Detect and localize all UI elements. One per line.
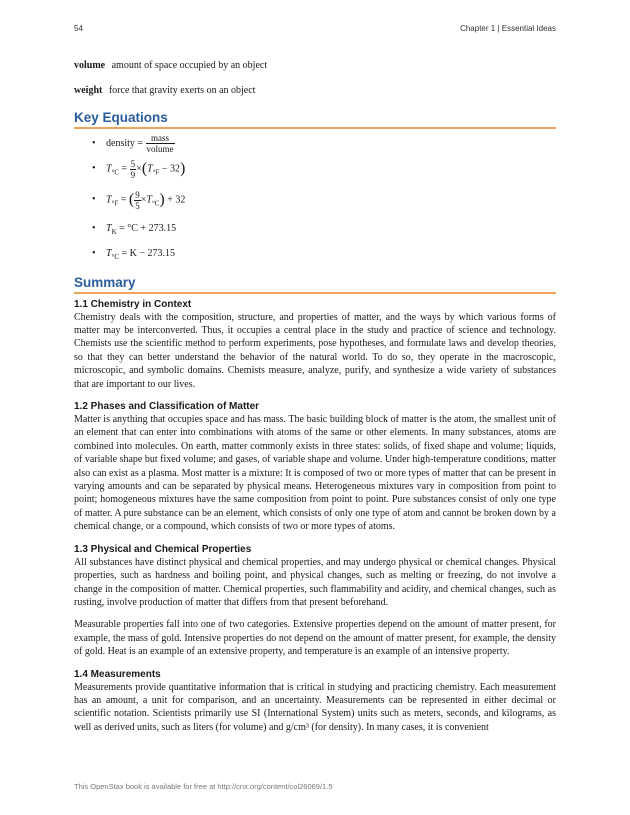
- section-heading: 1.4 Measurements: [74, 668, 161, 680]
- summary-section: [74, 298, 556, 391]
- equation-rest: − 32: [159, 163, 181, 175]
- summary-section: [74, 543, 556, 659]
- fraction-denominator: 9: [130, 169, 136, 180]
- equation-celsius-from-fahrenheit: [92, 155, 556, 186]
- key-equations-heading: Key Equations: [74, 109, 556, 129]
- open-paren: (: [141, 160, 148, 177]
- equals: =: [118, 194, 129, 206]
- section-heading: 1.2 Phases and Classification of Matter: [74, 401, 260, 413]
- fraction: [146, 133, 175, 154]
- section-paragraph: All substances have distinct physical and chemical properties, and may undergo physical or chemical changes. Physical properties, such as hardness and boiling point, and physical changes, such as melting or freezing, do not involve a change in the composition of matter. Chemical properties, such flammability and acidity, and chemical changes, such as rusting, involve production of matter that differs from that present beforehand.: [74, 556, 556, 608]
- open-paren: (: [128, 191, 135, 209]
- equation-rest: = °C + 273.15: [116, 222, 177, 234]
- subscript: °F: [152, 168, 160, 177]
- subscript: °C: [111, 252, 120, 261]
- glossary-definition: amount of space occupied by an object: [111, 60, 268, 71]
- summary-section: [74, 668, 556, 735]
- fraction-denominator: volume: [146, 144, 174, 155]
- glossary-term: volume: [74, 60, 106, 71]
- fraction-denominator: 5: [135, 200, 140, 211]
- symbol-t: T: [146, 194, 152, 206]
- equation-list: [74, 133, 556, 268]
- equation-rest: + 32: [164, 194, 186, 206]
- symbol-t: T: [147, 163, 153, 175]
- symbol-t: T: [106, 194, 112, 206]
- glossary-entry-weight: [74, 84, 556, 97]
- subscript: K: [111, 227, 117, 236]
- section-paragraph: Measurements provide quantitative information that is critical in studying and practicing chemistry. Each measurement has an amount, a unit for comparison, and an uncertainty. Measurements can be represented in either decimal or scientific notation. Scientists primarily use SI (International System) units such as meters, seconds, and kilograms, as well as derived units, such as liters (for volume) and g/cm³ (for density). In many cases, it is convenient: [74, 681, 556, 733]
- subscript: °F: [111, 199, 119, 208]
- equation-celsius-from-kelvin: [92, 243, 556, 268]
- summary-heading: Summary: [74, 274, 556, 294]
- symbol-t: T: [106, 247, 112, 259]
- glossary-definition: force that gravity exerts on an object: [108, 85, 256, 96]
- section-heading: 1.1 Chemistry in Context: [74, 298, 192, 310]
- symbol-t: T: [106, 222, 112, 234]
- fraction-numerator: 5: [130, 158, 136, 169]
- equals: =: [119, 163, 130, 175]
- subscript: °C: [151, 199, 160, 208]
- times-sign: ×: [140, 194, 147, 206]
- subscript: °C: [111, 168, 120, 177]
- section-paragraph: Matter is anything that occupies space and has mass. The basic building block of matter is the atom, the smallest unit of an element that can enter into combinations with atoms of the same or other elements. In many substances, atoms are combined into molecules. On earth, matter commonly exists in three states: solids, of fixed shape and volume; liquids, of variable shape but fixed volume; and gases, of variable shape and volume. Under high-temperature conditions, matter also can exist as a plasma. Most matter is a mixture: It is composed of two or more types of matter that can be present in varying amounts and can be separated by physical means. Heterogeneous mixtures vary in composition from point to point; homogeneous mixtures have the same composition from point to point. Pure substances consist of only one type of matter. A pure substance can be an element, which consists of only one type of atom and cannot be broken down by a chemical change, or a compound, which consists of two or more types of atoms.: [74, 414, 556, 533]
- times-sign: ×: [136, 163, 142, 175]
- symbol-t: T: [106, 163, 112, 175]
- summary-section: [74, 400, 556, 534]
- close-paren: ): [159, 191, 165, 209]
- equation-lhs: density =: [106, 138, 144, 149]
- fraction-numerator: mass: [146, 133, 175, 144]
- page-number: 54: [74, 24, 83, 33]
- equation-density: [92, 133, 556, 155]
- equation-fahrenheit-from-celsius: [92, 186, 556, 217]
- glossary-entry-volume: [74, 59, 556, 72]
- glossary-term: weight: [74, 85, 103, 96]
- page-content: [74, 59, 556, 743]
- page-footer: This OpenStax book is available for free at http://cnx.org/content/col26069/1.5: [74, 782, 333, 791]
- section-heading: 1.3 Physical and Chemical Properties: [74, 543, 252, 555]
- section-paragraph: Chemistry deals with the composition, structure, and properties of matter, and the ways by which various forms of matter may be interconverted. Thus, it occupies a central place in the study and practice of science and technology. Chemists use the scientific method to perform experiments, pose hypotheses, and formulate laws and develop theories, so that they can better understand the behavior of the natural world. To do so, they operate in the macroscopic, microscopic, and symbolic domains. Chemists measure, analyze, purify, and synthesize a wide variety of substances that are important to our lives.: [74, 311, 556, 390]
- equation-kelvin: [92, 218, 556, 243]
- equation-rest: = K − 273.15: [119, 247, 176, 259]
- chapter-title: Chapter 1 | Essential Ideas: [460, 24, 556, 33]
- close-paren: ): [180, 160, 186, 177]
- fraction-numerator: 9: [135, 189, 140, 200]
- section-paragraph: Measurable properties fall into one of two categories. Extensive properties depend on the amount of matter present, for example, the mass of gold. Intensive properties do not depend on the amount of matter present, for example, the density of gold. Heat is an example of an extensive property, and temperature is an example of an intensive property.: [74, 619, 556, 658]
